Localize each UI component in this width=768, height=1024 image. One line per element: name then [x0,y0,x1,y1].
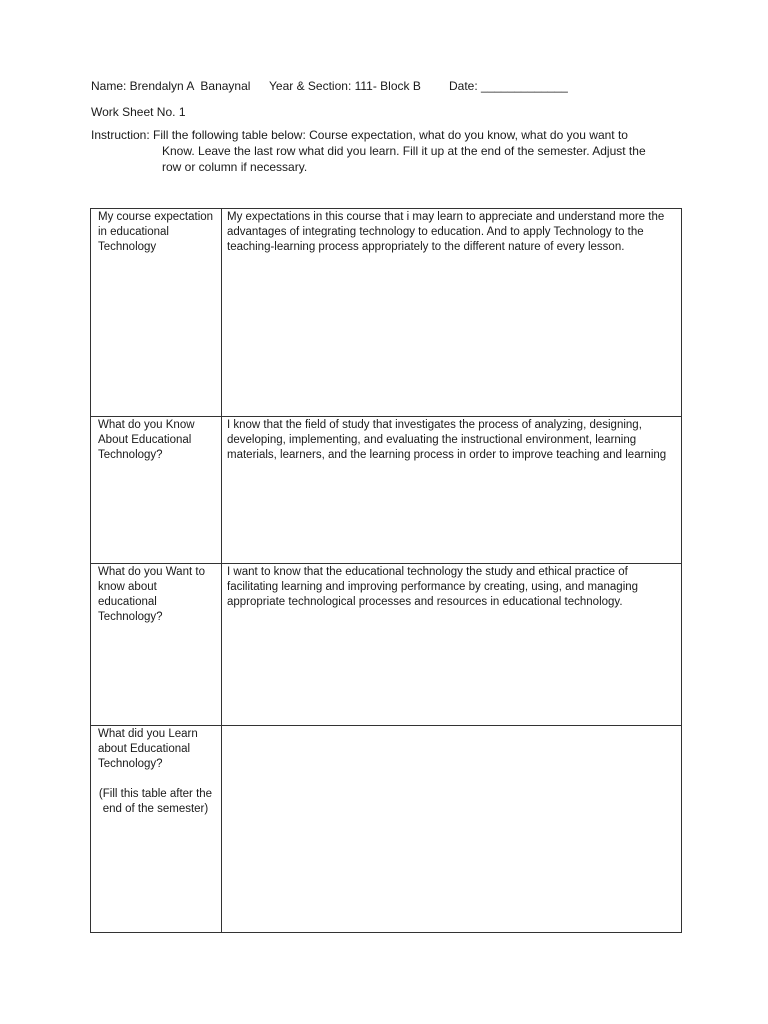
question-know: What do you Know About Educational Technology? [98,419,195,461]
answer-want: I want to know that the educational technology the study and ethical practice of facilitating learning and improving performance by creating, using, and managing appropriate technological processes and resources in educational technology. [227,566,639,608]
question-cell [91,726,222,933]
instruction-line-1: Instruction: Fill the following table below: Course expectation, what do you know, what do you want to [91,128,628,142]
answer-expectation: My expectations in this course that i may learn to appreciate and understand more the advantages of integrating technology to education. And to apply Technology to the teaching-learning process appropriately to the different nature of every lesson. [227,211,665,253]
answer-cell-empty[interactable] [222,726,682,933]
instruction-line-2: Know. Leave the last row what did you learn. Fill it up at the end of the semester. Adjust the [162,144,646,158]
table-row-know [91,417,682,564]
date-field: Date: _____________ [449,79,568,93]
question-cell [91,209,222,417]
table-row-learn [91,726,682,933]
year-section: Year & Section: 111- Block B [269,79,421,93]
answer-cell [222,209,682,417]
student-name: Name: Brendalyn A Banaynal [91,79,251,93]
worksheet-title: Work Sheet No. 1 [91,105,186,119]
worksheet-table [90,208,682,933]
question-learn-note: (Fill this table after the end of the semester) [98,788,213,815]
question-cell [91,417,222,564]
answer-learn[interactable] [227,726,675,727]
table-row-want [91,564,682,726]
instruction-line-3: row or column if necessary. [162,160,308,174]
question-expectation: My course expectation in educational Technology [98,211,214,253]
answer-cell [222,564,682,726]
question-learn: What did you Learn about Educational Technology? [98,728,198,770]
table-row-expectation [91,209,682,417]
answer-know: I know that the field of study that investigates the process of analyzing, designing, developing, implementing, and evaluating the instructional environment, learning materials, learners, and the learning process in order to improve teaching and learning [227,419,667,461]
question-cell [91,564,222,726]
answer-cell [222,417,682,564]
question-want: What do you Want to know about educational Technology? [98,566,205,623]
header-line [91,78,568,94]
